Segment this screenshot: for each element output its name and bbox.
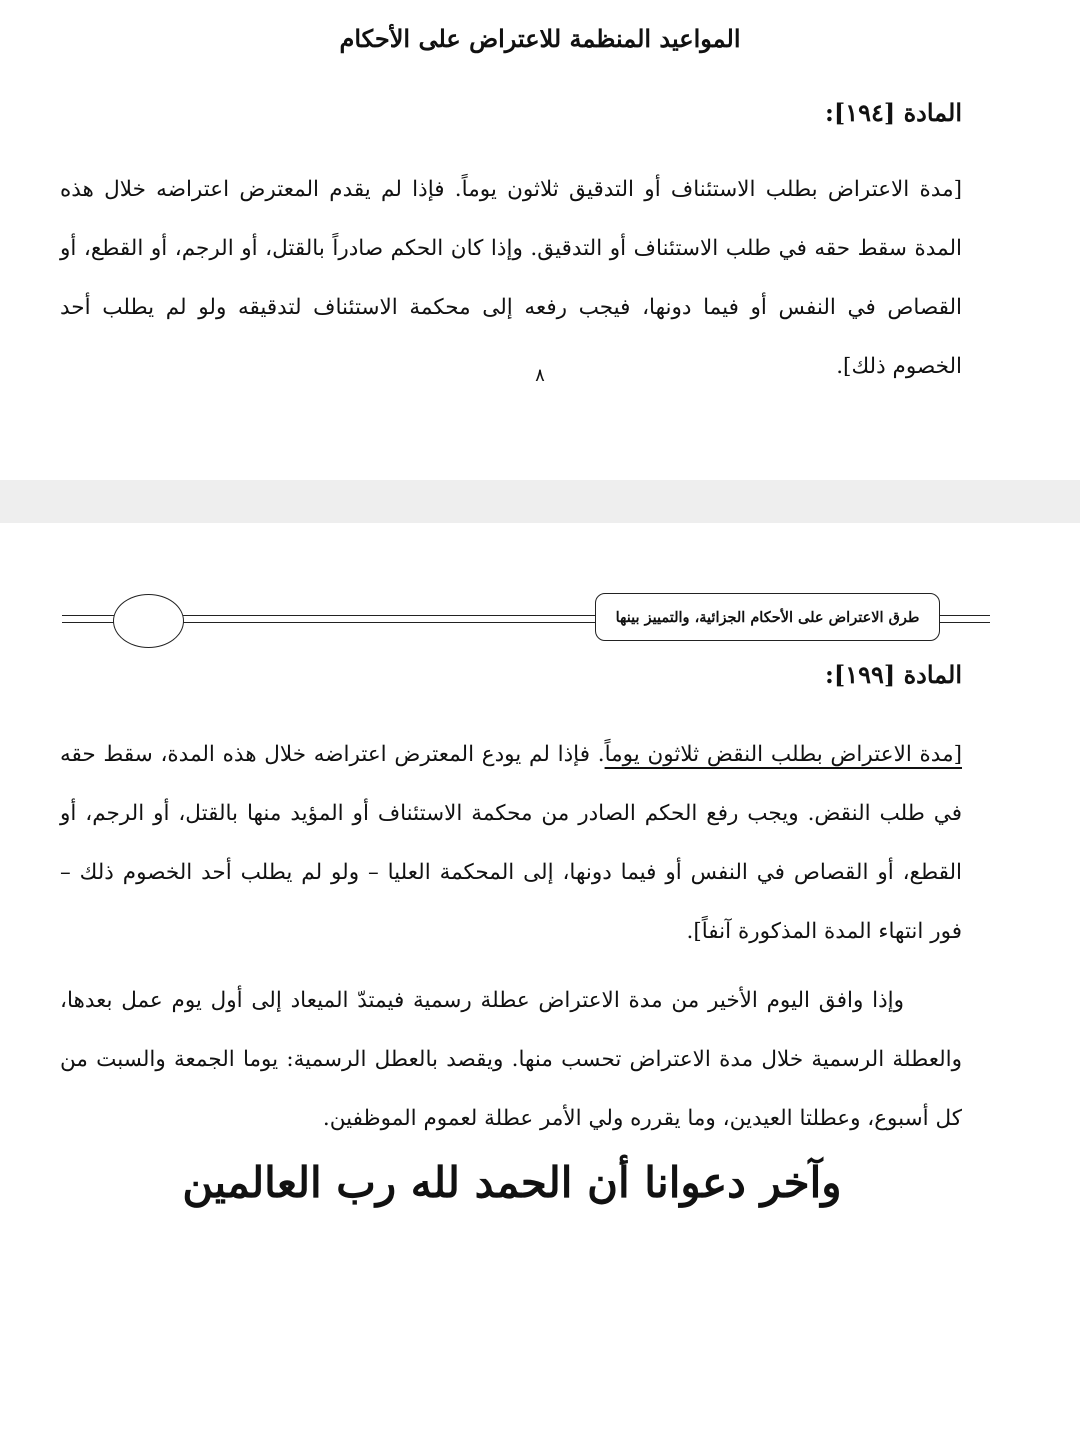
chapter-header-title: طرق الاعتراض على الأحكام الجزائية، والتمييز بينها	[595, 593, 940, 641]
underlined-phrase: [مدة الاعتراض بطلب النقض ثلاثون يوماً	[604, 742, 962, 767]
header-oval-ornament	[113, 594, 184, 648]
closing-phrase: وآخر دعوانا أن الحمد لله رب العالمين	[182, 1158, 842, 1207]
page-separator	[0, 480, 1080, 523]
document-page-top	[0, 0, 1080, 480]
running-title: المواعيد المنظمة للاعتراض على الأحكام	[339, 24, 741, 53]
article-heading-194: المادة [١٩٤]:	[824, 98, 962, 127]
document-page-bottom	[0, 523, 1080, 1435]
holiday-paragraph: وإذا وافق اليوم الأخير من مدة الاعتراض عطلة رسمية فيمتدّ الميعاد إلى أول يوم عمل بعدها، والعطلة الرسمية خلال مدة الاعتراض تحسب منها. ويقصد بالعطل الرسمية: يوما الجمعة والسبت من كل أسبوع، وعطلتا العيدين، وما يقرره ولي الأمر عطلة لعموم الموظفين.	[60, 988, 962, 1131]
page-number: ٨	[535, 365, 545, 386]
article-194-paragraph: [مدة الاعتراض بطلب الاستئناف أو التدقيق ثلاثون يوماً. فإذا لم يقدم المعترض اعتراضه خلال هذه المدة سقط حقه في طلب الاستئناف أو التدقيق. وإذا كان الحكم صادراً بالقتل، أو الرجم، أو القطع، أو القصاص في النفس أو فيما دونها، فيجب رفعه إلى محكمة الاستئناف لتدقيقه ولو لم يطلب أحد الخصوم ذلك].	[60, 177, 962, 379]
article-heading-199: المادة [١٩٩]:	[824, 660, 962, 689]
article-199-paragraph	[60, 725, 962, 961]
paragraph-text: . فإذا لم يودع المعترض اعتراضه خلال هذه المدة، سقط حقه في طلب النقض. ويجب رفع الحكم الصادر من محكمة الاستئناف أو المؤيد منها بالقتل، أو الرجم، أو القطع، أو القصاص في النفس أو فيما دونها، إلى المحكمة العليا – ولو لم يطلب أحد الخصوم ذلك – فور انتهاء المدة المذكورة آنفاً].	[60, 742, 962, 944]
